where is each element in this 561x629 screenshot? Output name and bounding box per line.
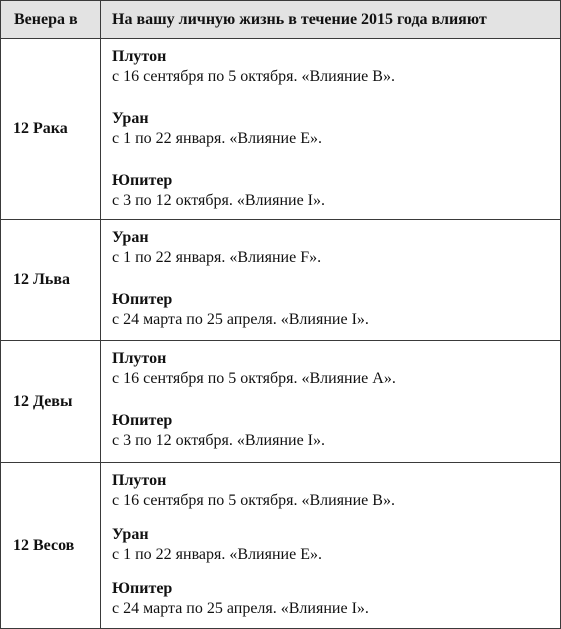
influence-entry — [112, 109, 560, 149]
planet-name: Юпитер — [112, 291, 173, 308]
table-row — [1, 463, 560, 628]
sign-cell: 12 Девы — [1, 341, 101, 462]
sign-cell: 12 Рака — [1, 39, 101, 219]
influence-period: с 16 сентября по 5 октября. «Влияние В». — [112, 492, 395, 509]
influence-period: с 16 сентября по 5 октября. «Влияние А». — [112, 370, 396, 387]
influence-entry — [112, 290, 560, 330]
planet-name: Уран — [112, 229, 149, 246]
influence-entry — [112, 171, 560, 211]
table-header — [1, 1, 560, 39]
influence-period: с 1 по 22 января. «Влияние Е». — [112, 130, 322, 147]
influences-cell — [101, 39, 560, 219]
planet-name: Юпитер — [112, 412, 173, 429]
planet-name: Плутон — [112, 48, 167, 65]
influence-entry — [112, 579, 560, 619]
influences-cell — [101, 341, 560, 462]
header-venus-in: Венера в — [1, 1, 101, 38]
influence-period: с 1 по 22 января. «Влияние Е». — [112, 546, 322, 563]
table-row — [1, 341, 560, 463]
header-influences: На вашу личную жизнь в течение 2015 года влияют — [112, 11, 487, 28]
planet-name: Плутон — [112, 472, 167, 489]
influence-period: с 3 по 12 октября. «Влияние I». — [112, 192, 325, 209]
influence-period: с 3 по 12 октября. «Влияние I». — [112, 432, 325, 449]
sign-cell: 12 Льва — [1, 220, 101, 340]
influence-entry — [112, 411, 560, 451]
influences-cell — [101, 220, 560, 340]
planet-name: Уран — [112, 526, 149, 543]
influence-period: с 24 марта по 25 апреля. «Влияние I». — [112, 311, 369, 328]
planet-name: Уран — [112, 110, 149, 127]
influence-entry — [112, 471, 560, 511]
influence-period: с 24 марта по 25 апреля. «Влияние I». — [112, 600, 369, 617]
planet-name: Плутон — [112, 350, 167, 367]
planet-name: Юпитер — [112, 580, 173, 597]
influence-period: с 1 по 22 января. «Влияние F». — [112, 249, 322, 266]
influence-period: с 16 сентября по 5 октября. «Влияние В». — [112, 68, 395, 85]
influence-entry — [112, 349, 560, 389]
influence-entry — [112, 525, 560, 565]
influence-entry — [112, 47, 560, 87]
sign-cell: 12 Весов — [1, 463, 101, 628]
table-row — [1, 39, 560, 220]
planet-name: Юпитер — [112, 172, 173, 189]
table-row — [1, 220, 560, 341]
influence-entry — [112, 228, 560, 268]
influences-cell — [101, 463, 560, 628]
